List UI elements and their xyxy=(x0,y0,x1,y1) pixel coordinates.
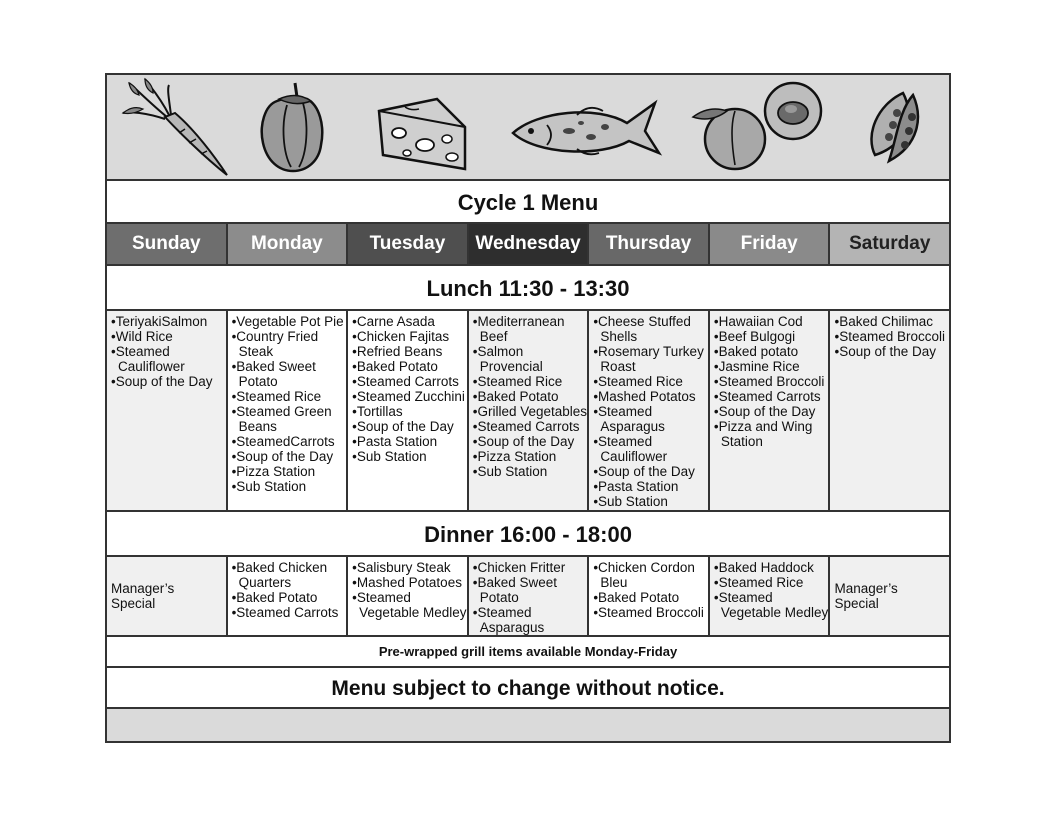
menu-item: •Sub Station xyxy=(231,479,307,494)
disclaimer: Menu subject to change without notice. xyxy=(107,668,949,709)
menu-item: •TeriyakiSalmon xyxy=(111,314,208,329)
menu-item: •Baked Sweet Potato xyxy=(472,575,558,605)
menu-item: •Sub Station xyxy=(472,464,548,479)
menu-item: •Baked Potato xyxy=(231,590,318,605)
fish-icon xyxy=(513,103,659,154)
menu-item: •Grilled Vegetables xyxy=(472,404,588,419)
carrot-icon xyxy=(123,79,227,175)
special-text: Manager’s xyxy=(834,581,898,596)
day-header-friday: Friday xyxy=(710,224,831,264)
menu-item: •Soup of the Day xyxy=(111,374,213,389)
lunch-cell-sunday xyxy=(107,311,228,510)
menu-item: •Sub Station xyxy=(352,449,427,464)
menu-item: •Pizza and Wing Station xyxy=(713,419,813,449)
menu-item: •Baked Haddock xyxy=(713,560,814,575)
menu-item: •Beef Bulgogi xyxy=(713,329,796,344)
menu-item: •Pasta Station xyxy=(593,479,679,494)
menu-item: •Jasmine Rice xyxy=(713,359,800,374)
day-header-row xyxy=(107,224,949,266)
food-illustration-banner xyxy=(107,75,949,181)
lunch-grid xyxy=(107,311,949,512)
menu-item: •Soup of the Day xyxy=(713,404,816,419)
menu-card xyxy=(105,73,951,743)
footer-bar xyxy=(107,709,949,741)
menu-item: •Soup of the Day xyxy=(593,464,695,479)
menu-item: •Hawaiian Cod xyxy=(713,314,803,329)
lunch-cell-tuesday xyxy=(348,311,469,510)
menu-item: •Steamed Broccoli xyxy=(713,374,825,389)
menu-item: •Steamed Vegetable Medley xyxy=(352,590,467,620)
day-header-monday: Monday xyxy=(228,224,349,264)
menu-item: •Steamed Carrots xyxy=(352,374,459,389)
menu-item: •Soup of the Day xyxy=(834,344,937,359)
menu-item: •Carne Asada xyxy=(352,314,435,329)
day-header-thursday: Thursday xyxy=(589,224,710,264)
menu-item: •Steamed Vegetable Medley xyxy=(713,590,829,620)
menu-item: •Steamed Asparagus xyxy=(472,605,545,635)
special-text: Manager’s xyxy=(111,581,175,596)
menu-item: •Steamed Broccoli xyxy=(593,605,704,620)
menu-item: •Steamed Carrots xyxy=(713,389,821,404)
menu-item: •SteamedCarrots xyxy=(231,434,335,449)
menu-item: •Steamed Carrots xyxy=(231,605,339,620)
lunch-cell-saturday xyxy=(830,311,949,510)
dinner-cell-thursday xyxy=(589,557,710,635)
menu-item: •Baked potato xyxy=(713,344,799,359)
dinner-cell-wednesday xyxy=(469,557,590,635)
dinner-cell-monday xyxy=(228,557,349,635)
menu-item: •Steamed Rice xyxy=(472,374,563,389)
menu-item: •Soup of the Day xyxy=(231,449,334,464)
menu-item: •Baked Chicken Quarters xyxy=(231,560,328,590)
menu-item: •Country Fried Steak xyxy=(231,329,319,359)
dinner-cell-tuesday xyxy=(348,557,469,635)
dinner-cell-sunday xyxy=(107,557,228,635)
cheese-icon xyxy=(379,99,465,169)
menu-item: •Pizza Station xyxy=(472,449,557,464)
menu-item: •Chicken Fajitas xyxy=(352,329,450,344)
day-header-saturday: Saturday xyxy=(830,224,949,264)
menu-item: •Baked Chilimac xyxy=(834,314,933,329)
menu-item: •Steamed Rice xyxy=(231,389,322,404)
pepper-icon xyxy=(262,83,322,171)
menu-item: •Vegetable Pot Pie xyxy=(231,314,344,329)
dinner-grid xyxy=(107,557,949,637)
menu-item: •Mashed Potatoes xyxy=(352,575,462,590)
pea-pod-icon xyxy=(871,93,917,161)
menu-item: •Sub Station xyxy=(593,494,668,509)
menu-item: •Steamed Cauliflower xyxy=(593,434,668,464)
day-header-sunday: Sunday xyxy=(107,224,228,264)
menu-title: Cycle 1 Menu xyxy=(107,181,949,224)
menu-item: •Mediterranean Beef xyxy=(472,314,565,344)
menu-item: •Salmon Provencial xyxy=(472,344,543,374)
lunch-cell-monday xyxy=(228,311,349,510)
lunch-cell-friday xyxy=(710,311,831,510)
menu-item: •Steamed Asparagus xyxy=(593,404,665,434)
menu-item: •Steamed Broccoli xyxy=(834,329,945,344)
menu-item: •Salisbury Steak xyxy=(352,560,451,575)
menu-item: •Steamed Rice xyxy=(713,575,804,590)
special-text: Special xyxy=(111,596,156,611)
menu-item: •Pizza Station xyxy=(231,464,316,479)
dinner-cell-saturday xyxy=(830,557,949,635)
menu-item: •Soup of the Day xyxy=(472,434,575,449)
menu-item: •Baked Potato xyxy=(593,590,680,605)
menu-item: •Chicken Cordon Bleu xyxy=(593,560,695,590)
lunch-cell-thursday xyxy=(589,311,710,510)
menu-item: •Refried Beans xyxy=(352,344,443,359)
menu-item: •Chicken Fritter xyxy=(472,560,566,575)
day-header-tuesday: Tuesday xyxy=(348,224,469,264)
menu-item: •Soup of the Day xyxy=(352,419,454,434)
menu-item: •Cheese Stuffed Shells xyxy=(593,314,691,344)
menu-item: •Steamed Cauliflower xyxy=(111,344,185,374)
menu-item: •Wild Rice xyxy=(111,329,173,344)
menu-item: •Tortillas xyxy=(352,404,403,419)
dinner-heading: Dinner 16:00 - 18:00 xyxy=(107,512,949,557)
menu-item: •Baked Potato xyxy=(472,389,559,404)
grill-note: Pre-wrapped grill items available Monday-Friday xyxy=(107,637,949,668)
special-text: Special xyxy=(834,596,879,611)
menu-item: •Steamed Carrots xyxy=(472,419,580,434)
menu-item: •Mashed Potatos xyxy=(593,389,696,404)
menu-item: •Baked Sweet Potato xyxy=(231,359,316,389)
lunch-cell-wednesday xyxy=(469,311,590,510)
lunch-heading: Lunch 11:30 - 13:30 xyxy=(107,266,949,311)
menu-item: •Rosemary Turkey Roast xyxy=(593,344,704,374)
menu-item: •Steamed Green Beans xyxy=(231,404,332,434)
peach-icon xyxy=(693,83,821,169)
menu-item: •Steamed Rice xyxy=(593,374,683,389)
day-header-wednesday: Wednesday xyxy=(469,224,590,264)
menu-item: •Baked Potato xyxy=(352,359,438,374)
menu-item: •Pasta Station xyxy=(352,434,438,449)
dinner-cell-friday xyxy=(710,557,831,635)
menu-item: •Steamed Zucchini xyxy=(352,389,465,404)
